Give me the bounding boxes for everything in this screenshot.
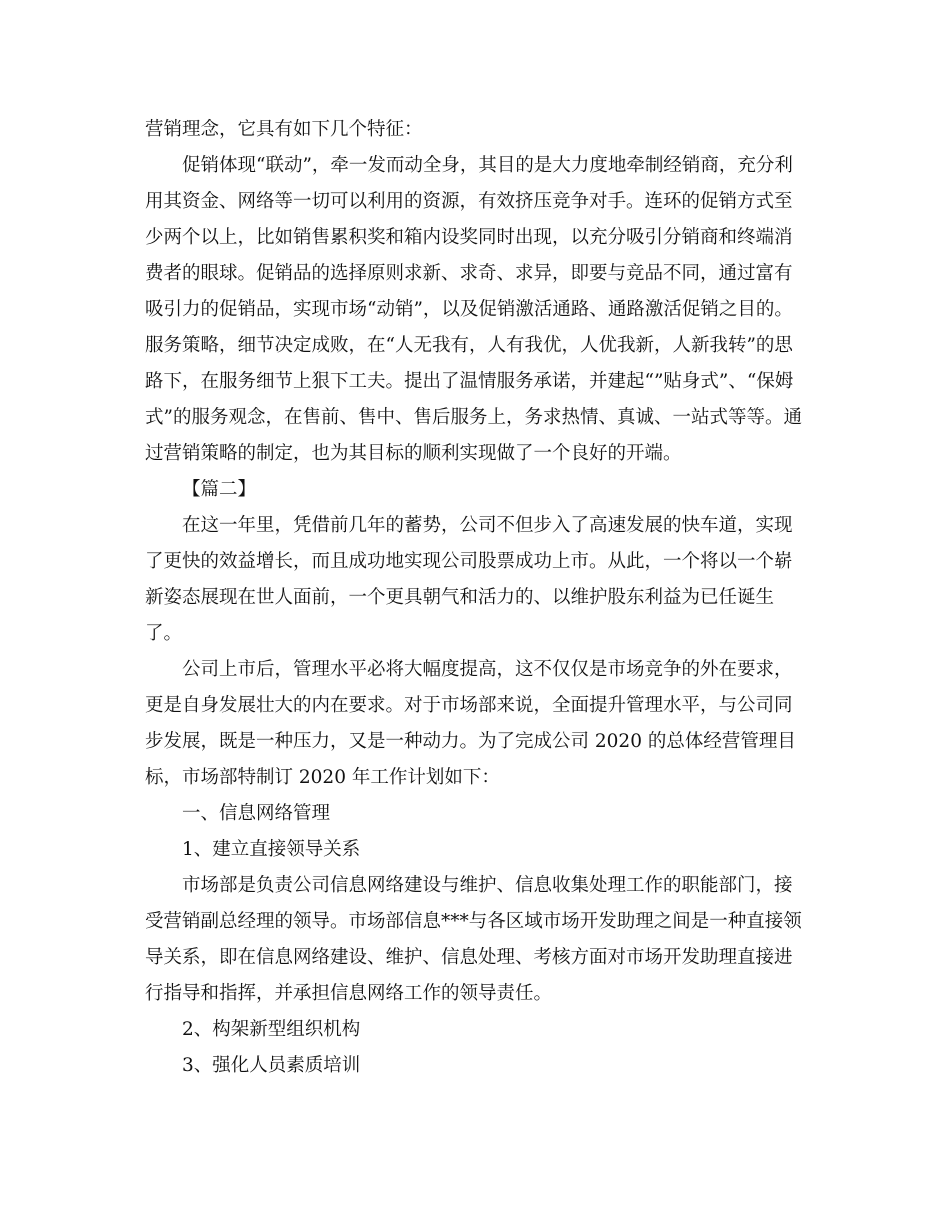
text-line: 步发展，既是一种压力，又是一种动力。为了完成公司 2020 的总体经营管理目 xyxy=(145,731,796,752)
text-line: 了更快的效益增长，而且成功地实现公司股票成功上市。从此，一个将以一个崭 xyxy=(145,551,793,572)
text-line: 服务策略，细节决定成败，在“人无我有，人有我优，人优我新，人新我转”的思 xyxy=(145,335,793,356)
text-line: 路下，在服务细节上狠下工夫。提出了温情服务承诺，并建起“”贴身式”、“保姆 xyxy=(145,371,794,392)
text-line: 吸引力的促销品，实现市场“动销”，以及促销激活通路、通路激活促销之目的。 xyxy=(145,299,793,320)
list-item: 1、建立直接领导关系 xyxy=(182,839,361,860)
text-line: 式”的服务观念，在售前、售中、售后服务上，务求热情、真诚、一站式等等。通 xyxy=(145,407,802,428)
text-line: 更是自身发展壮大的内在要求。对于市场部来说，全面提升管理水平，与公司同 xyxy=(145,695,793,716)
text-line: 了。 xyxy=(145,623,183,644)
text-line: 过营销策略的制定，也为其目标的顺利实现做了一个良好的开端。 xyxy=(145,443,682,464)
list-item: 2、构架新型组织机构 xyxy=(182,1019,361,1040)
paragraph-line: 市场部是负责公司信息网络建设与维护、信息收集处理工作的职能部门，接 xyxy=(182,875,793,896)
list-item: 3、强化人员素质培训 xyxy=(182,1055,361,1076)
paragraph-line: 在这一年里，凭借前几年的蓄势，公司不但步入了高速发展的快车道，实现 xyxy=(182,515,793,536)
text-line: 行指导和指挥，并承担信息网络工作的领导责任。 xyxy=(145,983,553,1004)
text-line: 用其资金、网络等一切可以利用的资源，有效挤压竞争对手。连环的促销方式至 xyxy=(145,191,793,212)
text-line: 新姿态展现在世人面前，一个更具朝气和活力的、以维护股东利益为已任诞生 xyxy=(145,587,775,608)
list-heading: 一、信息网络管理 xyxy=(182,803,331,824)
text-line: 标，市场部特制订 2020 年工作计划如下： xyxy=(145,767,500,788)
paragraph-line: 促销体现“联动”，牵一发而动全身，其目的是大力度地牵制经销商，充分利 xyxy=(182,155,793,176)
text-line: 受营销副总经理的领导。市场部信息***与各区域市场开发助理之间是一种直接领 xyxy=(145,911,802,932)
text-line: 营销理念，它具有如下几个特征： xyxy=(145,119,423,140)
section-heading: 【篇二】 xyxy=(182,479,257,500)
paragraph-line: 公司上市后，管理水平必将大幅度提高，这不仅仅是市场竞争的外在要求， xyxy=(182,659,793,680)
text-line: 导关系，即在信息网络建设、维护、信息处理、考核方面对市场开发助理直接进 xyxy=(145,947,793,968)
text-line: 少两个以上，比如销售累积奖和箱内设奖同时出现，以充分吸引分销商和终端消 xyxy=(145,227,793,248)
text-line: 费者的眼球。促销品的选择原则求新、求奇、求异，即要与竞品不同，通过富有 xyxy=(145,263,793,284)
